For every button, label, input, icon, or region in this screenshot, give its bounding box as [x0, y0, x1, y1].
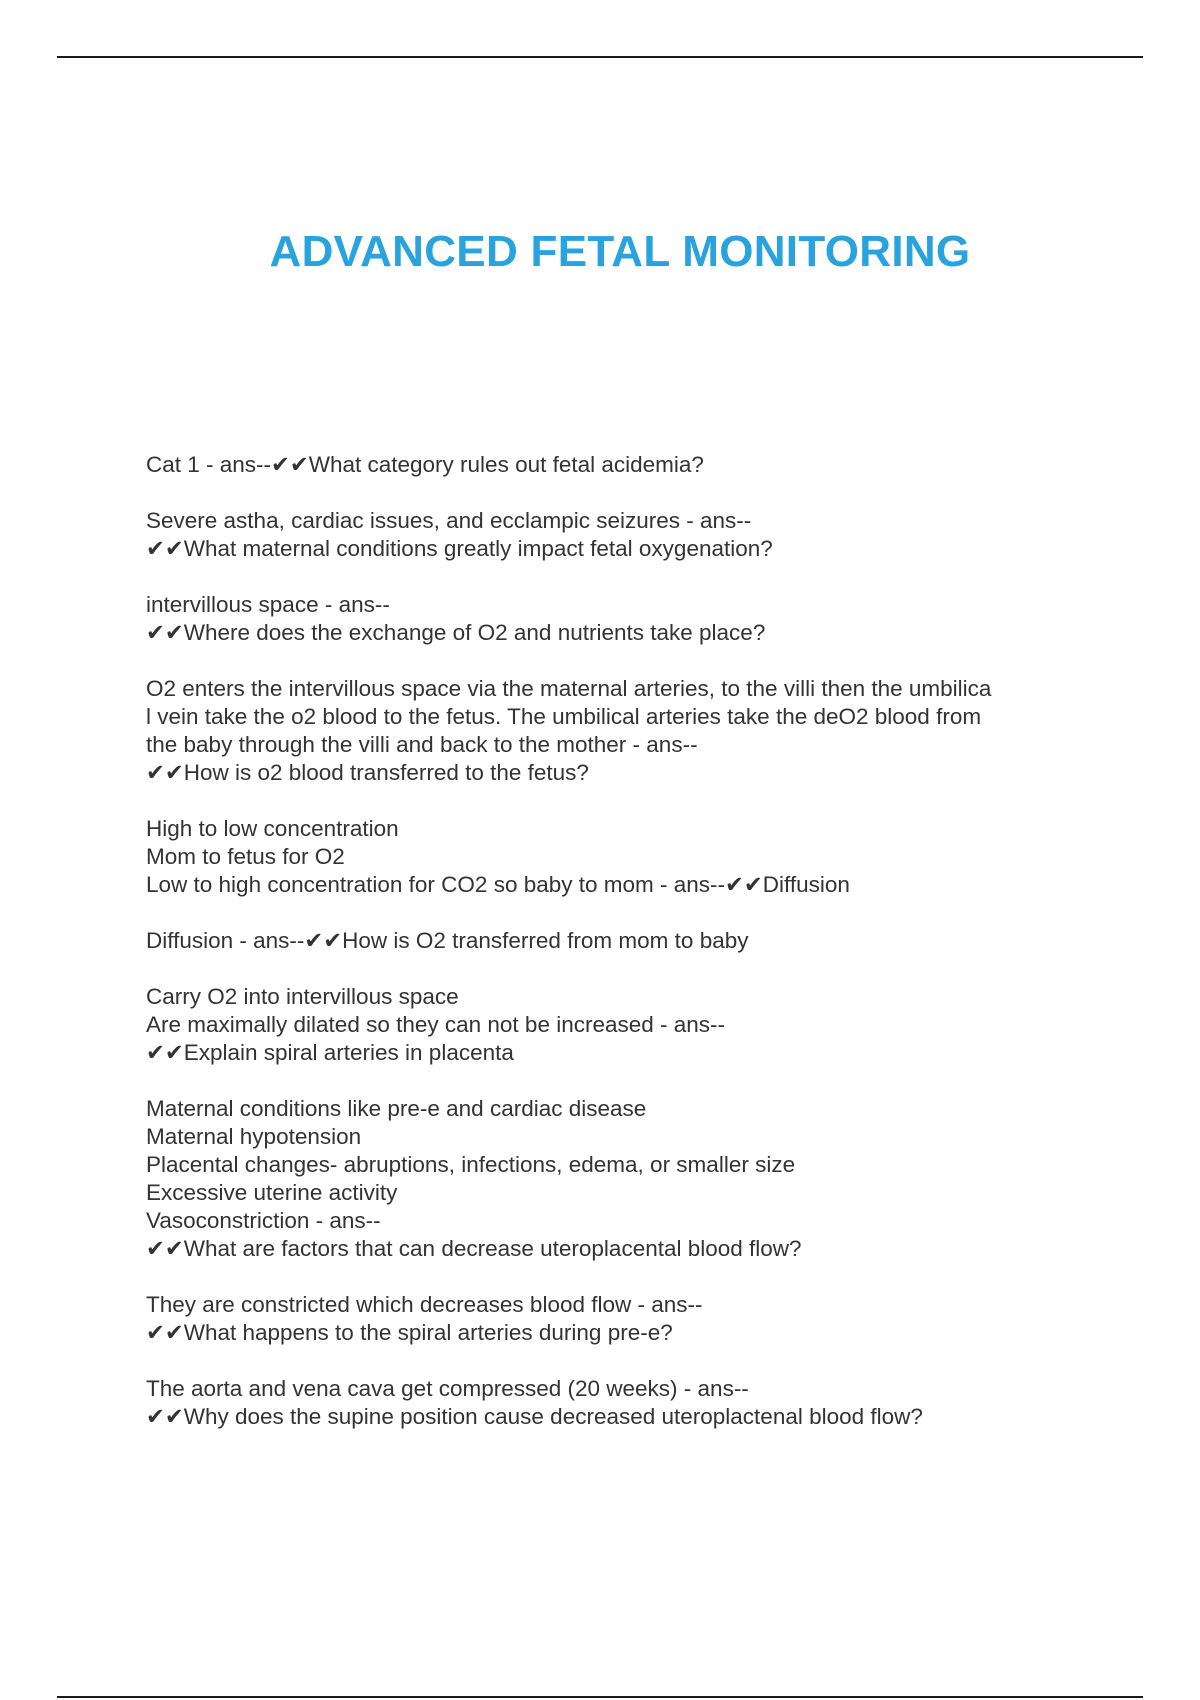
- flashcard-line: Vasoconstriction - ans--: [146, 1208, 381, 1233]
- document-title: ADVANCED FETAL MONITORING: [269, 227, 971, 277]
- flashcard-entry: [146, 451, 1096, 479]
- flashcard-entry: [146, 815, 1096, 899]
- flashcard-list: [146, 451, 1096, 1459]
- flashcard-line: Maternal conditions like pre-e and cardiac disease: [146, 1096, 647, 1121]
- bottom-rule: [57, 1696, 1143, 1698]
- flashcard-line: High to low concentration: [146, 816, 399, 841]
- flashcard-line: Maternal hypotension: [146, 1124, 362, 1149]
- flashcard-line: ✔✔What are factors that can decrease uteroplacental blood flow?: [146, 1236, 802, 1261]
- flashcard-line: ✔✔What maternal conditions greatly impact fetal oxygenation?: [146, 536, 773, 561]
- flashcard-line: Carry O2 into intervillous space: [146, 984, 459, 1009]
- flashcard-entry: [146, 675, 1096, 787]
- flashcard-line: ✔✔How is o2 blood transferred to the fetus?: [146, 760, 589, 785]
- flashcard-entry: [146, 983, 1096, 1067]
- flashcard-entry: [146, 1095, 1096, 1263]
- flashcard-line: Cat 1 - ans--✔✔What category rules out fetal acidemia?: [146, 452, 704, 477]
- flashcard-line: Are maximally dilated so they can not be increased - ans--: [146, 1012, 726, 1037]
- flashcard-entry: [146, 591, 1096, 647]
- flashcard-line: l vein take the o2 blood to the fetus. The umbilical arteries take the deO2 blood from: [146, 704, 982, 729]
- flashcard-entry: [146, 1291, 1096, 1347]
- flashcard-entry: [146, 1375, 1096, 1431]
- flashcard-line: ✔✔Explain spiral arteries in placenta: [146, 1040, 514, 1065]
- flashcard-line: They are constricted which decreases blood flow - ans--: [146, 1292, 703, 1317]
- flashcard-line: Mom to fetus for O2: [146, 844, 345, 869]
- flashcard-line: ✔✔What happens to the spiral arteries during pre-e?: [146, 1320, 673, 1345]
- flashcard-line: intervillous space - ans--: [146, 592, 390, 617]
- flashcard-line: The aorta and vena cava get compressed (20 weeks) - ans--: [146, 1376, 749, 1401]
- flashcard-line: Low to high concentration for CO2 so baby to mom - ans--✔✔Diffusion: [146, 872, 850, 897]
- flashcard-line: Severe astha, cardiac issues, and ecclampic seizures - ans--: [146, 508, 752, 533]
- flashcard-line: Diffusion - ans--✔✔How is O2 transferred from mom to baby: [146, 928, 749, 953]
- flashcard-entry: [146, 507, 1096, 563]
- flashcard-line: the baby through the villi and back to the mother - ans--: [146, 732, 698, 757]
- flashcard-entry: [146, 927, 1096, 955]
- flashcard-line: ✔✔Why does the supine position cause decreased uteroplactenal blood flow?: [146, 1404, 923, 1429]
- flashcard-line: Placental changes- abruptions, infections, edema, or smaller size: [146, 1152, 796, 1177]
- top-rule: [57, 56, 1143, 58]
- flashcard-line: Excessive uterine activity: [146, 1180, 398, 1205]
- flashcard-line: O2 enters the intervillous space via the maternal arteries, to the villi then the umbilica: [146, 676, 992, 701]
- flashcard-line: ✔✔Where does the exchange of O2 and nutrients take place?: [146, 620, 766, 645]
